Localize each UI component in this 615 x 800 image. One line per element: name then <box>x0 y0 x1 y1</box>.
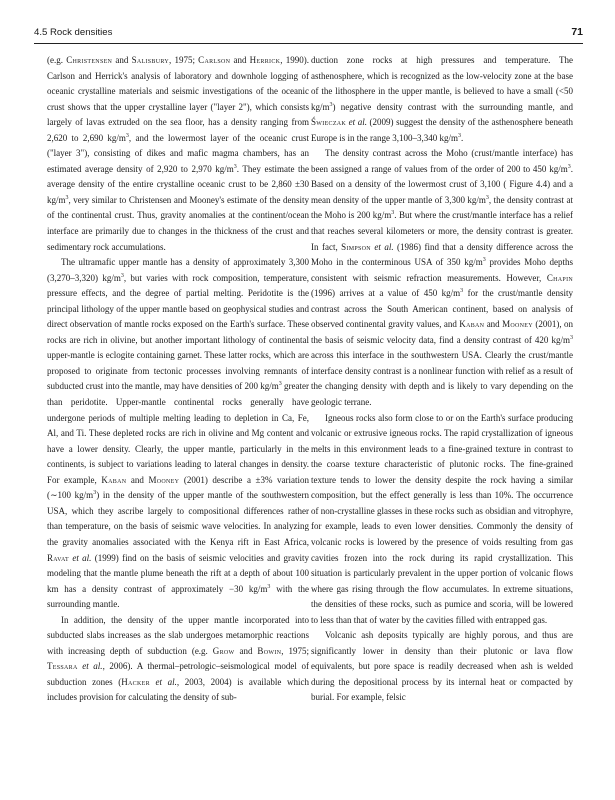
text-run: . <box>460 132 464 143</box>
text-run: The ultramafic upper mantle has a density of approximately 3,300 (3,270–3,320) kg/m <box>47 257 309 283</box>
text-run: (1996) arrives at a value of 450 kg/m <box>311 288 461 299</box>
text-run: , 2003, 2004) is available which includes provision for calculating the density of sub- <box>47 676 309 703</box>
superscript: 3 <box>120 272 124 279</box>
text-run: across this interface in the southwestern USA. Clearly the crust/mantle interface density contrast is a nonlinear function with relief as a result of the changing density with depth and is likely to vary depending on the geologic terrane. <box>311 350 573 408</box>
text-run: (2009) suggest the density of the asthenosphere beneath Europe is in the range 3,100–3,340 kg/m <box>311 117 573 143</box>
superscript: 3 <box>65 194 69 201</box>
citation-author: Bowin <box>257 645 282 656</box>
paragraph <box>47 53 309 255</box>
superscript: 3 <box>567 163 571 170</box>
text-run: , 1990). Carlson and Herrick's analysis of laboratory and downhole logging of oceanic crystalline materials and seismic investigations of the oceanic crust shows that the upper crystalline layer ("layer 2"), which consists largely of lavas extruded on the sea floor, has a density ranging from 2,620 to 2,690 kg/m <box>47 55 309 143</box>
superscript: 3 <box>233 163 237 170</box>
citation-author: Kaban <box>459 319 485 330</box>
text-run: (e.g. <box>47 55 67 65</box>
citation-author: Mooney <box>502 319 533 330</box>
superscript: 3 <box>125 132 129 139</box>
paragraph <box>311 628 573 706</box>
italic-text: et al. <box>346 117 367 128</box>
italic-text: et al. <box>77 661 103 672</box>
citation-author: Christensen <box>66 55 113 65</box>
italic-text: et al. <box>149 676 177 687</box>
text-run: and <box>126 474 149 485</box>
text-run: and <box>230 55 250 65</box>
paragraph <box>47 613 309 706</box>
superscript: 3 <box>457 132 461 139</box>
superscript: 3 <box>329 101 333 108</box>
text-run: greater than peridotite. Upper-mantle continental rocks generally have undergone periods of multiple melting leading to depletion in Ca, Fe, Al, and Ti. These depleted rocks are rich in olivine and Mg content and have a lower density. Clearly, the upper mantle, particularly in the continents, is subject to variations leading to lateral changes in density. For example, <box>47 381 309 485</box>
text-run: ) negative density contrast with the surrounding mantle, and <box>332 101 573 112</box>
italic-text: et al. <box>370 241 394 252</box>
citation-author: Herrick <box>249 55 281 65</box>
text-run: (1999) find on the basis of seismic velocities and gravity modeling that the mantle plume beneath the rift at a depth of about 100 km has a density contrast of approximately −30 kg/m <box>47 552 309 594</box>
superscript: 3 <box>278 381 282 388</box>
superscript: 3 <box>482 257 486 264</box>
page-number: 71 <box>571 26 583 38</box>
text-run: (2001) describe a ±3% variation (∼100 kg/m <box>47 474 309 501</box>
text-run: Volcanic ash deposits typically are highly porous, and thus are significantly lower in density than their plutonic or lava flow equivalents, but pore space is readily decreased when ash is welded during the depositional process by its internal heat or compacted by burial. For example, felsic <box>311 630 573 703</box>
text-run: , and the lowermost layer of the oceanic crust ("layer 3"), consisting of dikes and mafic magma chambers, has an estimated average density of 2,920 to 2,970 kg/m <box>47 132 309 174</box>
text-run: , but varies with rock composition, temperature, pressure effects, and the degree of partial melting. Peridotite is the principal lithology of the upper mantle based on geophysical studies and direct observation of mantle rocks exposed on the Earth's surface. These rocks are rich in olivine, but another important lithology of continental upper-mantle is eclogite containing garnet. These latter rocks, which are proposed to originate from tectonic processes involving remnants of subducted crust into the mantle, may have densities of 200 kg/m <box>47 272 309 392</box>
citation-author: Mooney <box>148 474 180 485</box>
text-run: , 1975; <box>168 55 199 65</box>
text-run: and <box>112 55 132 65</box>
text-run: , the density contrast at the Moho is 200 kg/m <box>311 194 573 221</box>
text-run: . Based on a density of the lowermost crust of 3,100 ( Figure 4.4) and a mean density of the upper mantle of 3,300 kg/m <box>311 163 573 205</box>
text-run: for the crust/mantle density contrast across the South American continent, based on analysis of observed continental gravity values, and <box>311 288 573 330</box>
citation-author: Ravat <box>47 552 69 563</box>
text-run: Igneous rocks also form close to or on the Earth's surface producing volcanic or extrusive igneous rocks. The rapid crystallization of igneous melts in this environment leads to a fine-grained texture in contrast to the coarse texture characteristic of plutonic rocks. The fine-grained texture tends to lower the density despite the rock having a similar composition, but the effect generally is less than 10%. The occurrence of non-crystalline glasses in these rocks such as obsidian and vitrophyre, for example, leads to even lower densities. Commonly the density of volcanic rocks is lowered by the presence of voids resulting from gas cavities frozen into the rock during its rapid crystallization. This situation is particularly prevalent in the upper portion of volcanic flows where gas rising through the flow accumulates. In extreme situations, the densities of these rocks, such as pumice and scoria, will be lowered to less than that of water by the cavities filled with entrapped gas. <box>311 412 573 625</box>
right-column <box>311 53 573 706</box>
text-run: The density contrast across the Moho (crust/mantle interface) has been assigned a range of values from of the order of 200 to 450 kg/m <box>311 148 573 174</box>
text-run: , 1975; <box>281 645 309 656</box>
text-run: (1986) find that a density difference across the Moho in the conterminous USA of 350 kg/m <box>311 241 574 268</box>
text-run: ) in the density of the upper mantle of the southwestern USA, which they ascribe largely to compositional differences rather than temperature, on the basis of seismic wave velocities. In analyzing the gravity anomalies associated with the Kenya rift in East Africa, <box>47 490 310 547</box>
citation-author: Salisbury <box>131 55 169 65</box>
paragraph <box>311 411 573 629</box>
running-header <box>34 24 583 44</box>
section-title: 4.5 Rock densities <box>34 27 113 38</box>
paragraph <box>47 255 309 613</box>
citation-author: Carlson <box>198 55 231 65</box>
text-run: and <box>484 319 503 330</box>
text-run: , very similar to Christensen and Mooney's estimate of the density of the continental crust. Thus, gravity anomalies at the continent/ocean interface are primarily due to changes in the thickness of the crust and sedimentary rock accumulations. <box>47 194 309 252</box>
text-run: , 2006). A thermal–petrologic–seismological model of subduction zones ( <box>47 661 310 687</box>
superscript: 3 <box>570 334 573 341</box>
text-run: . They estimate the average density of the entire crystalline oceanic crust to be 2,860 ±30 kg/m <box>47 163 309 205</box>
text-run: . But where the crust/mantle interface has a relief that reaches several kilometers or more, the density contrast is greater. In fact, <box>311 210 573 252</box>
text-run: (2001), on the basis of seismic velocity data, find a density contrast of 420 kg/m <box>311 319 573 345</box>
text-run: with the surrounding mantle. <box>47 583 309 610</box>
superscript: 3 <box>267 583 271 590</box>
citation-author: Świeczak <box>311 117 347 128</box>
text-run: provides Moho depths consistent with seismic refraction measurements. However, <box>311 257 573 283</box>
text-run: duction zone rocks at high pressures and temperature. The asthenosphere, which is recognized as the low-velocity zone at the base of the lithosphere in the upper mantle, is believed to have a small (<50 kg/m <box>311 55 573 112</box>
superscript: 3 <box>93 490 97 497</box>
text-run: In addition, the density of the upper mantle incorporated into subducted slabs increases as the slab undergoes metamorphic reactions with increasing depth of subduction (e.g. <box>47 614 309 656</box>
paragraph <box>311 53 573 146</box>
citation-author: Kaban <box>101 474 127 485</box>
citation-author: Grow <box>212 645 235 656</box>
citation-author: Chapin <box>546 272 573 283</box>
italic-text: et al. <box>68 552 92 563</box>
paragraph <box>311 146 573 410</box>
citation-author: Hacker <box>121 676 150 687</box>
superscript: 3 <box>391 210 395 217</box>
text-run: and <box>234 645 258 656</box>
citation-author: Tessara <box>47 661 78 672</box>
superscript: 3 <box>460 288 464 295</box>
citation-author: Simpson <box>341 241 371 252</box>
left-column <box>47 53 309 706</box>
superscript: 3 <box>485 194 489 201</box>
